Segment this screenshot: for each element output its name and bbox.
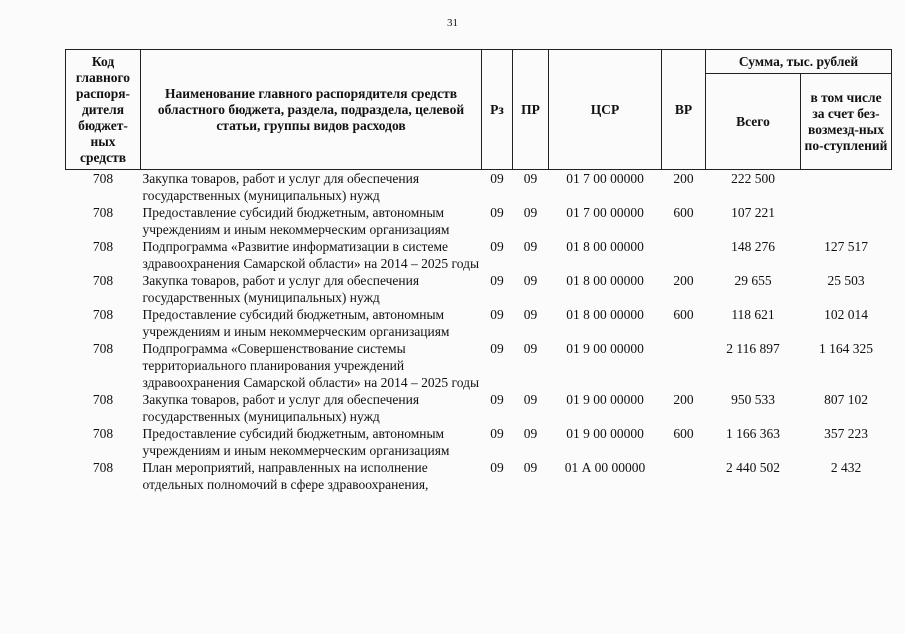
cell-name: Предоставление субсидий бюджетным, автономным учреждениям и иным некоммерческим организациям <box>142 426 450 458</box>
cell-name: Закупка товаров, работ и услуг для обеспечения государственных (муниципальных) нужд <box>142 273 420 305</box>
cell-total: 29 655 <box>734 273 772 288</box>
cell-pr: 09 <box>523 239 538 254</box>
cell-rz: 09 <box>490 341 504 356</box>
table-row <box>66 340 892 391</box>
cell-free: 25 503 <box>827 273 865 288</box>
cell-code: 708 <box>92 205 114 220</box>
cell-free: 1 164 325 <box>819 341 873 356</box>
header-vr: ВР <box>662 50 706 170</box>
header-pr: ПР <box>513 50 549 170</box>
cell-pr: 09 <box>523 341 538 356</box>
table-row <box>66 306 892 340</box>
cell-total: 1 166 363 <box>726 426 780 441</box>
cell-name: План мероприятий, направленных на исполнение отдельных полномочий в сфере здравоохранения, <box>142 460 429 492</box>
cell-code: 708 <box>92 307 114 322</box>
cell-free: 807 102 <box>824 392 868 407</box>
header-rz: Рз <box>482 50 513 170</box>
header-name: Наименование главного распорядителя средств областного бюджета, раздела, подраздела, целевой статьи, группы видов расходов <box>141 50 482 170</box>
cell-total: 950 533 <box>731 392 775 407</box>
header-code: Код главного распоря-дителя бюджет-ных средств <box>66 50 141 170</box>
cell-csr: 01 9 00 00000 <box>566 392 644 407</box>
cell-vr: 600 <box>673 205 694 220</box>
cell-free <box>801 170 892 205</box>
cell-rz: 09 <box>490 460 504 475</box>
cell-csr: 01 8 00 00000 <box>566 239 644 254</box>
table-row <box>66 170 892 205</box>
cell-total: 2 116 897 <box>726 341 780 356</box>
table-row <box>66 391 892 425</box>
cell-free: 2 432 <box>830 460 862 475</box>
cell-total: 107 221 <box>731 205 775 220</box>
cell-name: Предоставление субсидий бюджетным, автономным учреждениям и иным некоммерческим организациям <box>142 205 450 237</box>
cell-code: 708 <box>92 239 114 254</box>
table-body <box>66 170 892 494</box>
cell-rz: 09 <box>490 205 504 220</box>
cell-code: 708 <box>92 392 114 407</box>
cell-csr: 01 9 00 00000 <box>566 341 644 356</box>
cell-vr <box>662 459 706 493</box>
cell-total: 222 500 <box>731 171 775 186</box>
cell-csr: 01 9 00 00000 <box>566 426 644 441</box>
cell-total: 118 621 <box>731 307 775 322</box>
cell-pr: 09 <box>523 307 538 322</box>
cell-rz: 09 <box>490 426 504 441</box>
cell-csr: 01 7 00 00000 <box>566 171 644 186</box>
cell-csr: 01 7 00 00000 <box>566 205 644 220</box>
cell-rz: 09 <box>490 273 504 288</box>
cell-pr: 09 <box>523 205 538 220</box>
cell-vr: 600 <box>673 426 694 441</box>
cell-pr: 09 <box>523 273 538 288</box>
cell-code: 708 <box>92 273 114 288</box>
cell-csr: 01 А 00 00000 <box>564 460 646 475</box>
cell-name: Подпрограмма «Совершенствование системы территориального планирования учреждений здравоохранения Самарской области» на 2014 – 2025 годы <box>142 341 480 390</box>
cell-vr <box>662 340 706 391</box>
cell-vr: 200 <box>673 392 694 407</box>
table-row <box>66 204 892 238</box>
cell-name: Подпрограмма «Развитие информатизации в системе здравоохранения Самарской области» на 2014 – 2025 годы <box>142 239 480 271</box>
cell-rz: 09 <box>490 239 504 254</box>
cell-vr: 200 <box>673 273 694 288</box>
cell-free <box>801 204 892 238</box>
cell-pr: 09 <box>523 426 538 441</box>
cell-name: Закупка товаров, работ и услуг для обеспечения государственных (муниципальных) нужд <box>142 392 420 424</box>
budget-table <box>65 49 892 493</box>
cell-code: 708 <box>92 426 114 441</box>
cell-pr: 09 <box>523 460 538 475</box>
cell-rz: 09 <box>490 171 504 186</box>
cell-vr: 200 <box>673 171 694 186</box>
page-number: 31 <box>447 17 458 29</box>
table-row <box>66 459 892 493</box>
table-row <box>66 272 892 306</box>
cell-code: 708 <box>92 171 114 186</box>
header-total: Всего <box>706 74 801 170</box>
cell-vr <box>662 238 706 272</box>
cell-free: 127 517 <box>824 239 868 254</box>
cell-code: 708 <box>92 460 114 475</box>
table-row <box>66 238 892 272</box>
cell-pr: 09 <box>523 171 538 186</box>
cell-name: Закупка товаров, работ и услуг для обеспечения государственных (муниципальных) нужд <box>142 171 420 203</box>
cell-rz: 09 <box>490 392 504 407</box>
cell-free: 102 014 <box>824 307 868 322</box>
cell-rz: 09 <box>490 307 504 322</box>
cell-name: Предоставление субсидий бюджетным, автономным учреждениям и иным некоммерческим организациям <box>142 307 450 339</box>
cell-total: 148 276 <box>731 239 775 254</box>
table-row <box>66 425 892 459</box>
cell-total: 2 440 502 <box>726 460 780 475</box>
cell-vr: 600 <box>673 307 694 322</box>
cell-pr: 09 <box>523 392 538 407</box>
cell-csr: 01 8 00 00000 <box>566 273 644 288</box>
header-csr: ЦСР <box>549 50 662 170</box>
cell-free: 357 223 <box>824 426 868 441</box>
header-sum: Сумма, тыс. рублей <box>706 50 892 74</box>
header-free: в том числе за счет без-возмезд-ных по-ступлений <box>801 74 892 170</box>
cell-csr: 01 8 00 00000 <box>566 307 644 322</box>
cell-code: 708 <box>92 341 114 356</box>
